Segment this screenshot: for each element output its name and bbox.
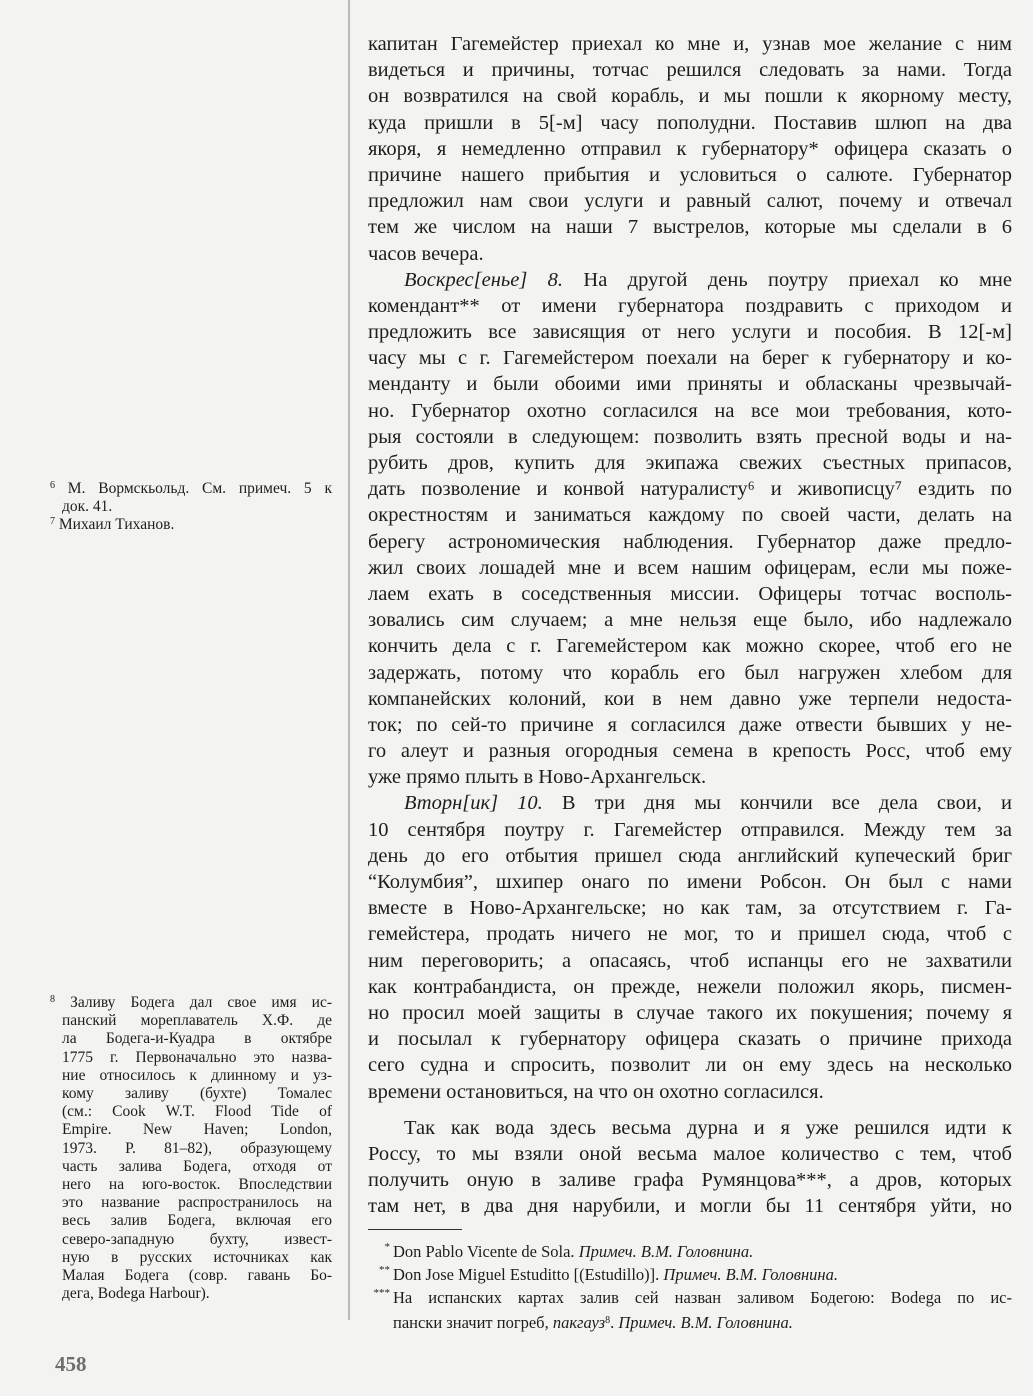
text-line: гемейстера, продать ничего не мог, то и пришел сюда, чтоб с	[368, 923, 1012, 946]
text-line: Россу, то мы взяли оной весьма малое количество с тем, чтоб	[368, 1142, 1012, 1165]
text-line: вместе в Ново-Архангельске; но как там, за отсутствием г. Га-	[368, 897, 1012, 920]
text-line: Так как вода здесь весьма дурна и я уже решился идти к	[404, 1116, 1012, 1139]
side-note-line: $^6$ М. Вормскьольд. См. примеч. 5 к	[50, 480, 333, 497]
side-note-7	[50, 513, 332, 534]
text-line: го алеут и разныя огородныя семена в крепость Росс, чтоб ему	[368, 740, 1012, 763]
text-line: куда пришли в 5[-м] часу пополудни. Поставив шлюп на два	[368, 111, 1012, 134]
footnote-mark: ***	[373, 1287, 390, 1299]
footnote-1: * Don Pablo Vicente de Sola. Примеч. В.М. Головнина.	[368, 1240, 1012, 1263]
text-line: видеться и причины, тотчас решился следовать за нами. Тогда	[368, 59, 1012, 82]
side-note-line: дега, Bodega Harbour).	[62, 1285, 210, 1303]
text-line: времени остановиться, на что он охотно согласился.	[368, 1080, 824, 1103]
footnote-mark: *	[384, 1241, 390, 1253]
text-line: предложить все зависящия от него услуги и пособия. В 12[-м]	[368, 321, 1012, 344]
text-line: но просил моей защиты в случае такого их покушения; почему я	[368, 1001, 1012, 1024]
side-note-line: Empire. New Haven; London,	[62, 1121, 332, 1139]
side-note-line: $^7$ Михаил Тиханов.	[50, 516, 175, 533]
text-line: зовались сим случаем; а мне нельзя еще было, ибо надлежало	[368, 609, 1012, 632]
side-note-line: это название распространилось на	[62, 1194, 332, 1212]
text-line: часу мы с г. Гагемейстером поехали на берег к губернатору и ко-	[368, 347, 1012, 370]
side-note-line: 1775 г. Первоначально это назва-	[62, 1048, 332, 1066]
side-note-line: ние относилось к длинному и уз-	[62, 1066, 332, 1084]
text-line: и посылал к губернатору офицера сказать о причине прихода	[368, 1028, 1012, 1051]
footnote-3: *** На испанских картах залив сей назван заливом Бодегою: Bodega по ис- пански значит погреб, пакгауз$^8$. Примеч. В.М. Головнина.	[368, 1286, 1012, 1334]
text-line: 10 сентября поутру г. Гагемейстер отправился. Между тем за	[368, 818, 1012, 841]
text-line: менданту и были обоими ими приняты и обласканы чрезвычай-	[368, 373, 1012, 396]
text-line: Вторн[ик] 10. В три дня мы кончили все дела свои, и	[404, 792, 1012, 815]
main-text	[368, 31, 1012, 1219]
side-note-line: ла Бодега-и-Куадра в октябре	[62, 1030, 332, 1048]
side-note-line: часть залива Бодега, отходя от	[62, 1157, 332, 1175]
side-note-line: него на юго-восток. Впоследствии	[62, 1176, 332, 1194]
text-line: получить оную в заливе графа Румянцова***, а дров, которых	[368, 1169, 1012, 1192]
text-line: ток; по сей-то причине я согласился даже отвести бывших у не-	[368, 713, 1012, 736]
text-line: он возвратился на свой корабль, и мы пошли к якорному месту,	[368, 85, 1012, 108]
text-line: рубить дров, купить для экипажа свежих съестных припасов,	[368, 452, 1012, 474]
side-note-line: (см.: Cook W.T. Flood Tide of	[62, 1103, 332, 1121]
note-number: 7	[50, 516, 55, 527]
side-note-line: $^8$ Заливу Бодега дал свое имя ис-	[50, 994, 332, 1011]
footnotes	[368, 1240, 1012, 1334]
side-note-line: весь залив Бодега, включая его	[62, 1212, 332, 1230]
text-line: рыя состояли в следующем: позволить взять пресной воды и на-	[368, 425, 1012, 448]
text-line: окрестностям и заниматься каждому по своей части, делать на	[368, 504, 1012, 527]
note-number: 6	[50, 480, 55, 491]
side-note-line: северо-западную бухту, извест-	[62, 1230, 332, 1248]
text-line: тем же числом на наши 7 выстрелов, которые мы сделали в 6	[368, 216, 1012, 239]
text-line: сего судна и спросить, позволит ли он ему здесь на несколько	[368, 1054, 1012, 1077]
side-note-line: панский мореплаватель Х.Ф. де	[62, 1012, 332, 1030]
date-heading: Вторн[ик] 10.	[404, 792, 543, 815]
text-line: якоря, я немедленно отправил к губернатору* офицера сказать о	[368, 137, 1012, 160]
text-line: комендант** от имени губернатора поздравить с приходом и	[368, 294, 1012, 317]
text-line: день до его отбытия пришел сюда английский купеческий бриг	[368, 844, 1012, 867]
text-line: причине нашего прибытия и условиться о салюте. Губернатор	[368, 163, 1012, 186]
text-line: жил своих лошадей мне и всем нашим офицерам, если мы поже-	[368, 556, 1012, 579]
text-line: Воскрес[енье] 8. На другой день поутру приехал ко мне	[404, 268, 1012, 291]
side-note-line: 1973. P. 81–82), образующему	[62, 1139, 332, 1157]
side-note-line: док. 41.	[62, 498, 113, 516]
column-divider	[348, 0, 350, 1320]
side-note-line: ную в русских источниках как	[62, 1248, 332, 1266]
note-number: 8	[50, 994, 55, 1005]
text-line: кончить дела с г. Гагемейстером как можно скорее, чтоб его не	[368, 635, 1012, 658]
footnote-mark: **	[379, 1264, 390, 1276]
paragraph-gap	[368, 1105, 1012, 1115]
text-line: дать позволение и конвой натуралисту⁶ и живописцу⁷ ездить по	[368, 478, 1012, 501]
text-line: ним переговорить; а опасаясь, чтоб испанцы его не захватили	[368, 949, 1012, 972]
text-line: “Колумбия”, шхипер онаго по имени Робсон. Он был с нами	[368, 871, 1012, 893]
date-heading: Воскрес[енье] 8.	[404, 268, 564, 291]
text-line: берегу астрономическия наблюдения. Губернатор даже предло-	[368, 530, 1012, 553]
footnote-rule	[368, 1229, 462, 1230]
footnote-2: ** Don Jose Miguel Estuditto [(Estudillo)]. Примеч. В.М. Головнина.	[368, 1263, 1012, 1286]
text-line: уже прямо плыть в Ново-Архангельск.	[368, 766, 707, 789]
text-line: как контрабандиста, он прежде, нежели положил якорь, писмен-	[368, 975, 1012, 998]
text-line: там нет, в два дня нарубили, и могли бы 11 сентября уйти, но	[368, 1195, 1012, 1218]
text-line: предложил нам свои услуги и равный салют, почему и отвечал	[368, 190, 1012, 213]
text-line: лаем ехать в соседственныя миссии. Офицеры тотчас восполь-	[368, 582, 1012, 605]
page-number: 458	[55, 1352, 87, 1376]
text-line: компанейских колоний, кои в нем давно уже терпели недоста-	[368, 687, 1012, 710]
text-line: капитан Гагемейстер приехал ко мне и, узнав мое желание с ним	[368, 33, 1012, 55]
side-note-6	[50, 477, 332, 516]
side-note-8	[50, 991, 332, 1303]
text-line: часов вечера.	[368, 242, 484, 265]
text-line: задержать, потому что корабль его был нагружен хлебом для	[368, 661, 1012, 684]
text-line: но. Губернатор охотно согласился на все мои требования, кото-	[368, 399, 1012, 422]
side-note-line: Малая Бодега (совр. гавань Бо-	[62, 1267, 332, 1285]
side-note-line: кому заливу (бухте) Томалес	[62, 1085, 332, 1103]
